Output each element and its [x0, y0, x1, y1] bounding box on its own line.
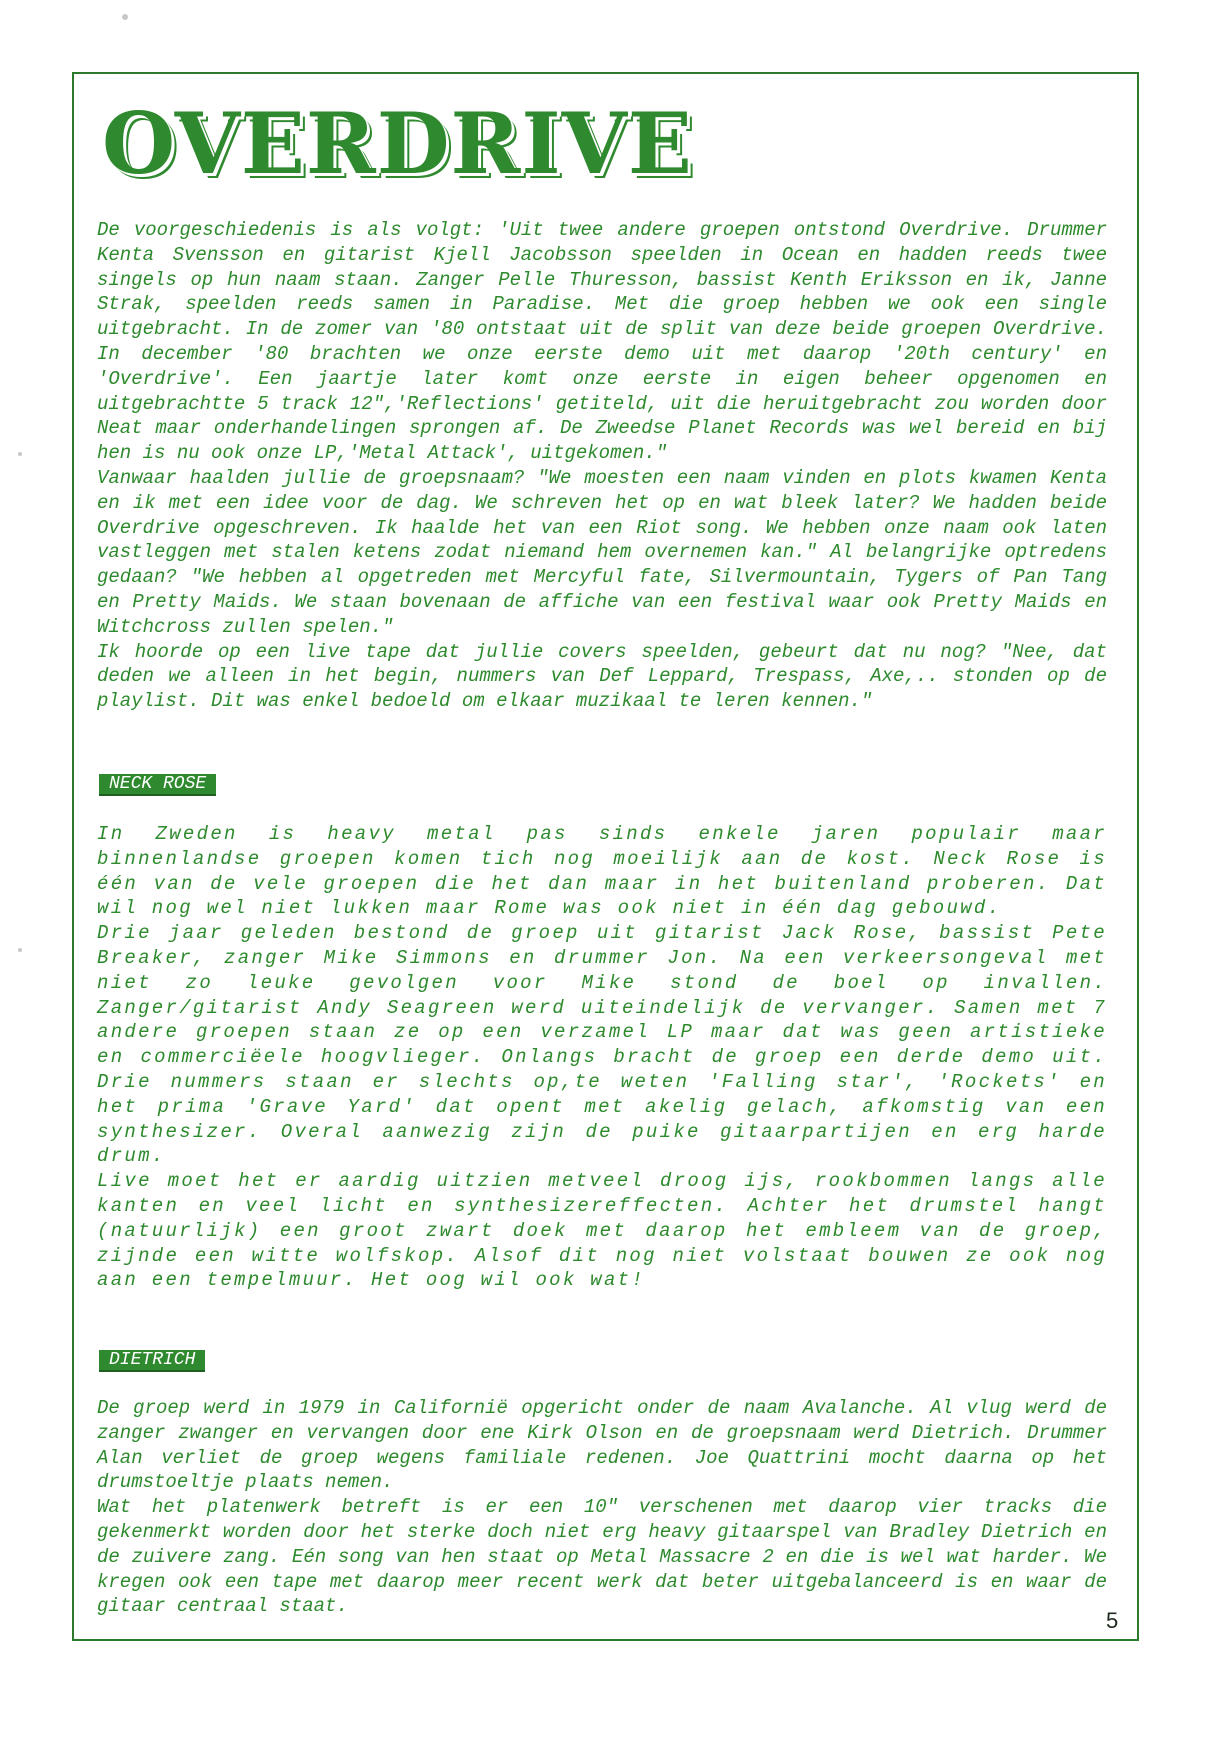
- paper-speck: [122, 14, 128, 20]
- paragraph: Drie jaar geleden bestond de groep uit gitarist Jack Rose, bassist Pete Breaker, zanger Mike Simmons en drummer Jon. Na een verkeersongeval met niet zo leuke gevolgen voor Mike stond de boel op invallen. Zanger/gitarist Andy Seagreen werd uiteindelijk de vervanger. Samen met 7 andere groepen staan ze op een verzamel LP maar dat was geen artistieke en commerciëele hoogvlieger. Onlangs bracht de groep een derde demo uit. Drie nummers staan er slechts op,te weten 'Falling star', 'Rockets' en het prima 'Grave Yard' dat opent met akelig gelach, afkomstig van een synthesizer. Overal aanwezig zijn de puike gitaarpartijen en erg harde drum.: [97, 922, 1107, 1168]
- dietrich-article: [97, 1396, 1107, 1619]
- paper-speck: [18, 452, 22, 456]
- section-tag-neck-rose: NECK ROSE: [99, 774, 216, 796]
- paragraph: Live moet het er aardig uitzien metveel droog ijs, rookbommen langs alle kanten en veel licht en synthesizereffecten. Achter het drumstel hangt (natuurlijk) een groot zwart doek met daarop het embleem van de groep, zijnde een witte wolfskop. Alsof dit nog niet volstaat bouwen ze ook nog aan een tempelmuur. Het oog wil ook wat!: [97, 1170, 1107, 1292]
- article-title: OVERDRIVE: [102, 94, 693, 193]
- paper-speck: [18, 948, 22, 952]
- paragraph: In Zweden is heavy metal pas sinds enkele jaren populair maar binnenlandse groepen komen tich nog moeilijk aan de kost. Neck Rose is één van de vele groepen die het dan maar in het buitenland proberen. Dat wil nog wel niet lukken maar Rome was ook niet in één dag gebouwd.: [97, 823, 1107, 920]
- paragraph: De groep werd in 1979 in Californië opgericht onder de naam Avalanche. Al vlug werd de zanger zwanger en vervangen door ene Kirk Olson en de groepsnaam werd Dietrich. Drummer Alan verliet de groep wegens familiale redenen. Joe Quattrini mocht daarna op het drumstoeltje plaats nemen.: [97, 1397, 1107, 1494]
- overdrive-article: [97, 218, 1107, 714]
- neck-rose-article: [97, 822, 1107, 1293]
- paragraph: Vanwaar haalden jullie de groepsnaam? "We moesten een naam vinden en plots kwamen Kenta en ik met een idee voor de dag. We schreven het op en wat bleek later? We hadden beide Overdrive opgeschreven. Ik haalde het van een Riot song. We hebben onze naam ook laten vastleggen met stalen ketens zodat niemand hem overnemen kan." Al belangrijke optredens gedaan? "We hebben al opgetreden met Mercyful fate, Silvermountain, Tygers of Pan Tang en Pretty Maids. We staan bovenaan de affiche van een festival waar ook Pretty Maids en Witchcross zullen spelen.": [97, 466, 1107, 638]
- paragraph: Ik hoorde op een live tape dat jullie covers speelden, gebeurt dat nu nog? "Nee, dat deden we alleen in het begin, nummers van Def Leppard, Trespass, Axe,.. stonden op de playlist. Dit was enkel bedoeld om elkaar muzikaal te leren kennen.": [97, 640, 1107, 713]
- paragraph: De voorgeschiedenis is als volgt: 'Uit twee andere groepen ontstond Overdrive. Drummer Kenta Svensson en gitarist Kjell Jacobsson speelden in Ocean en hadden reeds twee singels op hun naam staan. Zanger Pelle Thuresson, bassist Kenth Eriksson en ik, Janne Strak, speelden reeds samen in Paradise. Met die groep hebben we ook een single uitgebracht. In de zomer van '80 ontstaat uit de split van deze beide groepen Overdrive. In december '80 brachten we onze eerste demo uit met daarop '20th century' en 'Overdrive'. Een jaartje later komt onze eerste in eigen beheer opgenomen en uitgebrachtte 5 track 12",'Reflections' getiteld, uit die heruitgebracht zou worden door Neat maar onderhandelingen sprongen af. De Zweedse Planet Records was wel bereid en bij hen is nu ook onze LP,'Metal Attack', uitgekomen.": [97, 219, 1107, 465]
- section-tag-dietrich: DIETRICH: [99, 1350, 205, 1372]
- paragraph: Wat het platenwerk betreft is er een 10" verschenen met daarop vier tracks die gekenmerkt worden door het sterke doch niet erg heavy gitaarspel van Bradley Dietrich en de zuivere zang. Eén song van hen staat op Metal Massacre 2 en die is wel wat harder. We kregen ook een tape met daarop meer recent werk dat beter uitgebalanceerd is en waar de gitaar centraal staat.: [97, 1496, 1107, 1618]
- page-number: 5: [1106, 1608, 1119, 1633]
